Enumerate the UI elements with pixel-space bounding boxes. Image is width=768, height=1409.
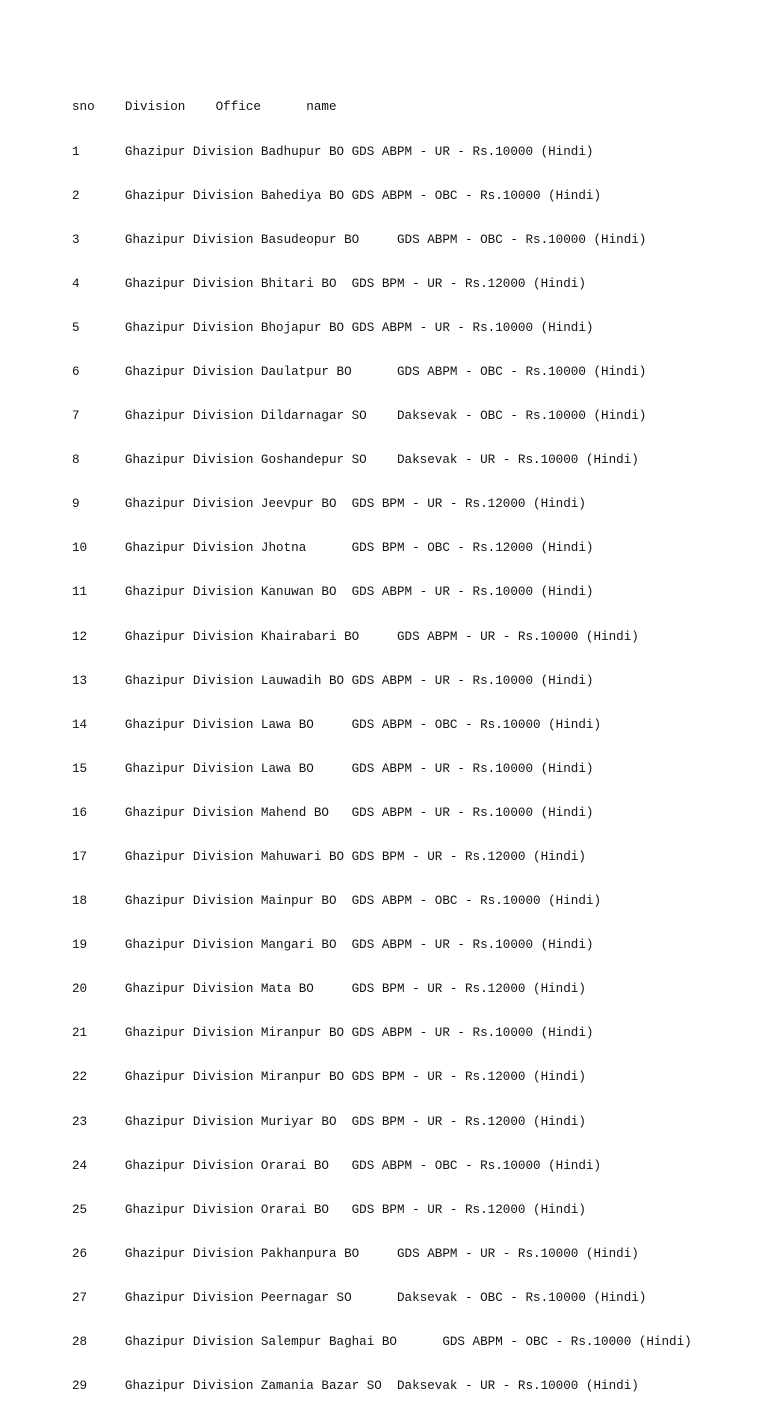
table-row: 22 Ghazipur Division Miranpur BO GDS BPM - UR - Rs.12000 (Hindi): [72, 1070, 586, 1085]
document-text: [72, 71, 692, 1409]
table-header: sno Division Office name: [72, 100, 337, 115]
table-row: 19 Ghazipur Division Mangari BO GDS ABPM - UR - Rs.10000 (Hindi): [72, 938, 594, 953]
table-row: 1 Ghazipur Division Badhupur BO GDS ABPM - UR - Rs.10000 (Hindi): [72, 144, 594, 159]
table-row: 2 Ghazipur Division Bahediya BO GDS ABPM - OBC - Rs.10000 (Hindi): [72, 188, 602, 203]
table-row: 10 Ghazipur Division Jhotna GDS BPM - OBC - Rs.12000 (Hindi): [72, 541, 594, 556]
table-row: 11 Ghazipur Division Kanuwan BO GDS ABPM - UR - Rs.10000 (Hindi): [72, 585, 594, 600]
table-row: 15 Ghazipur Division Lawa BO GDS ABPM - UR - Rs.10000 (Hindi): [72, 761, 594, 776]
table-row: 24 Ghazipur Division Orarai BO GDS ABPM - OBC - Rs.10000 (Hindi): [72, 1158, 602, 1173]
table-row: 23 Ghazipur Division Muriyar BO GDS BPM - UR - Rs.12000 (Hindi): [72, 1114, 586, 1129]
table-row: 27 Ghazipur Division Peernagar SO Daksevak - OBC - Rs.10000 (Hindi): [72, 1290, 647, 1305]
table-row: 16 Ghazipur Division Mahend BO GDS ABPM - UR - Rs.10000 (Hindi): [72, 805, 594, 820]
table-row: 3 Ghazipur Division Basudeopur BO GDS ABPM - OBC - Rs.10000 (Hindi): [72, 232, 647, 247]
table-row: 13 Ghazipur Division Lauwadih BO GDS ABPM - UR - Rs.10000 (Hindi): [72, 673, 594, 688]
table-row: 7 Ghazipur Division Dildarnagar SO Daksevak - OBC - Rs.10000 (Hindi): [72, 409, 647, 424]
table-row: 5 Ghazipur Division Bhojapur BO GDS ABPM - UR - Rs.10000 (Hindi): [72, 320, 594, 335]
table-row: 4 Ghazipur Division Bhitari BO GDS BPM - UR - Rs.12000 (Hindi): [72, 276, 586, 291]
table-row: 25 Ghazipur Division Orarai BO GDS BPM - UR - Rs.12000 (Hindi): [72, 1202, 586, 1217]
table-row: 9 Ghazipur Division Jeevpur BO GDS BPM - UR - Rs.12000 (Hindi): [72, 497, 586, 512]
table-row: 21 Ghazipur Division Miranpur BO GDS ABPM - UR - Rs.10000 (Hindi): [72, 1026, 594, 1041]
table-row: 6 Ghazipur Division Daulatpur BO GDS ABPM - OBC - Rs.10000 (Hindi): [72, 364, 647, 379]
table-row: 29 Ghazipur Division Zamania Bazar SO Daksevak - UR - Rs.10000 (Hindi): [72, 1379, 639, 1394]
table-row: 18 Ghazipur Division Mainpur BO GDS ABPM - OBC - Rs.10000 (Hindi): [72, 894, 602, 909]
table-row: 14 Ghazipur Division Lawa BO GDS ABPM - OBC - Rs.10000 (Hindi): [72, 717, 602, 732]
table-row: 17 Ghazipur Division Mahuwari BO GDS BPM - UR - Rs.12000 (Hindi): [72, 850, 586, 864]
table-row: 8 Ghazipur Division Goshandepur SO Daksevak - UR - Rs.10000 (Hindi): [72, 453, 639, 468]
table-row: 28 Ghazipur Division Salempur Baghai BO GDS ABPM - OBC - Rs.10000 (Hindi): [72, 1335, 692, 1350]
table-row: 20 Ghazipur Division Mata BO GDS BPM - UR - Rs.12000 (Hindi): [72, 982, 586, 997]
table-row: 26 Ghazipur Division Pakhanpura BO GDS ABPM - UR - Rs.10000 (Hindi): [72, 1246, 639, 1261]
table-row: 12 Ghazipur Division Khairabari BO GDS ABPM - UR - Rs.10000 (Hindi): [72, 629, 639, 644]
